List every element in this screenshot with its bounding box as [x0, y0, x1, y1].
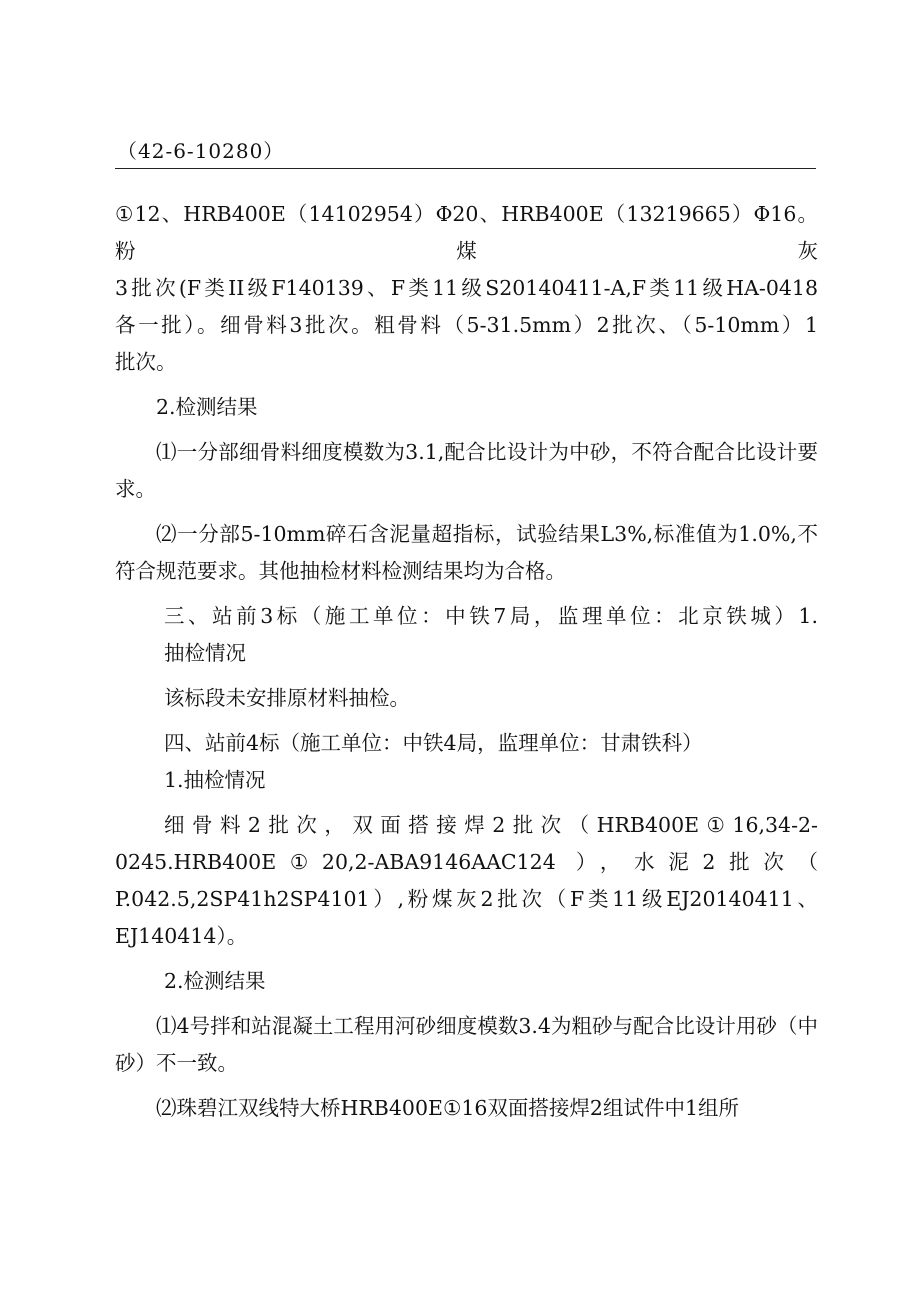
section-heading-block: [115, 598, 818, 672]
text-line: 批次。: [115, 350, 177, 374]
header-divider: [115, 168, 816, 169]
text-line: 0245.HRB400E①20,2-ABA9146AAC124 ），水泥2批次（: [115, 850, 818, 874]
text-line: P.042.5,2SP41h2SP4101）,粉煤灰2批次（F类11级EJ20140411、: [115, 887, 818, 911]
material-list-paragraph: [115, 196, 818, 381]
result-paragraph: ⑴一分部细骨料细度模数为3.1,配合比设计为中砂，不符合配合比设计要求。: [115, 440, 818, 501]
document-code: （42-6-10280）: [117, 139, 285, 163]
text-line: 细骨料2批次，双面搭接焊2批次（HRB400E①16,34-2-: [164, 813, 818, 837]
result-paragraph: ⑵珠碧江双线特大桥HRB400E①16双面搭接焊2组试件中1组所: [156, 1096, 740, 1120]
text-line: 3批次(F类II级F140139、F类11级S20140411-A,F类11级HA-0418: [115, 276, 818, 300]
text-line: EJ140414）。: [115, 924, 248, 948]
document-body: [115, 196, 818, 1127]
body-paragraph: 该标段未安排原材料抽检。: [164, 686, 410, 710]
text-line: 三、站前3标（施工单位：中铁7局，监理单位：北京铁城）1.: [164, 604, 818, 628]
subsection-heading: 2.检测结果: [164, 969, 266, 993]
result-paragraph: ⑵一分部5-10mm碎石含泥量超指标，试验结果L3%,标准值为1.0%,不符合规范要求。其他抽检材料检测结果均为合格。: [115, 522, 818, 583]
text-line: 抽检情况: [164, 641, 246, 665]
section-heading: 2.检测结果: [156, 395, 258, 419]
text-line: 各一批）。细骨料3批次。粗骨料（5-31.5mm）2批次、（5-10mm）1: [115, 313, 818, 337]
section-heading: 四、站前4标（施工单位：中铁4局，监理单位：甘肃铁科）: [164, 731, 703, 755]
sampling-paragraph: [115, 807, 818, 955]
result-paragraph: ⑴4号拌和站混凝土工程用河砂细度模数3.4为粗砂与配合比设计用砂（中砂）不一致。: [115, 1014, 818, 1075]
subsection-heading: 1.抽检情况: [164, 768, 266, 792]
text-line: ①12、HRB400E（14102954）Φ20、HRB400E（13219665）Φ16。粉煤灰: [115, 202, 818, 263]
